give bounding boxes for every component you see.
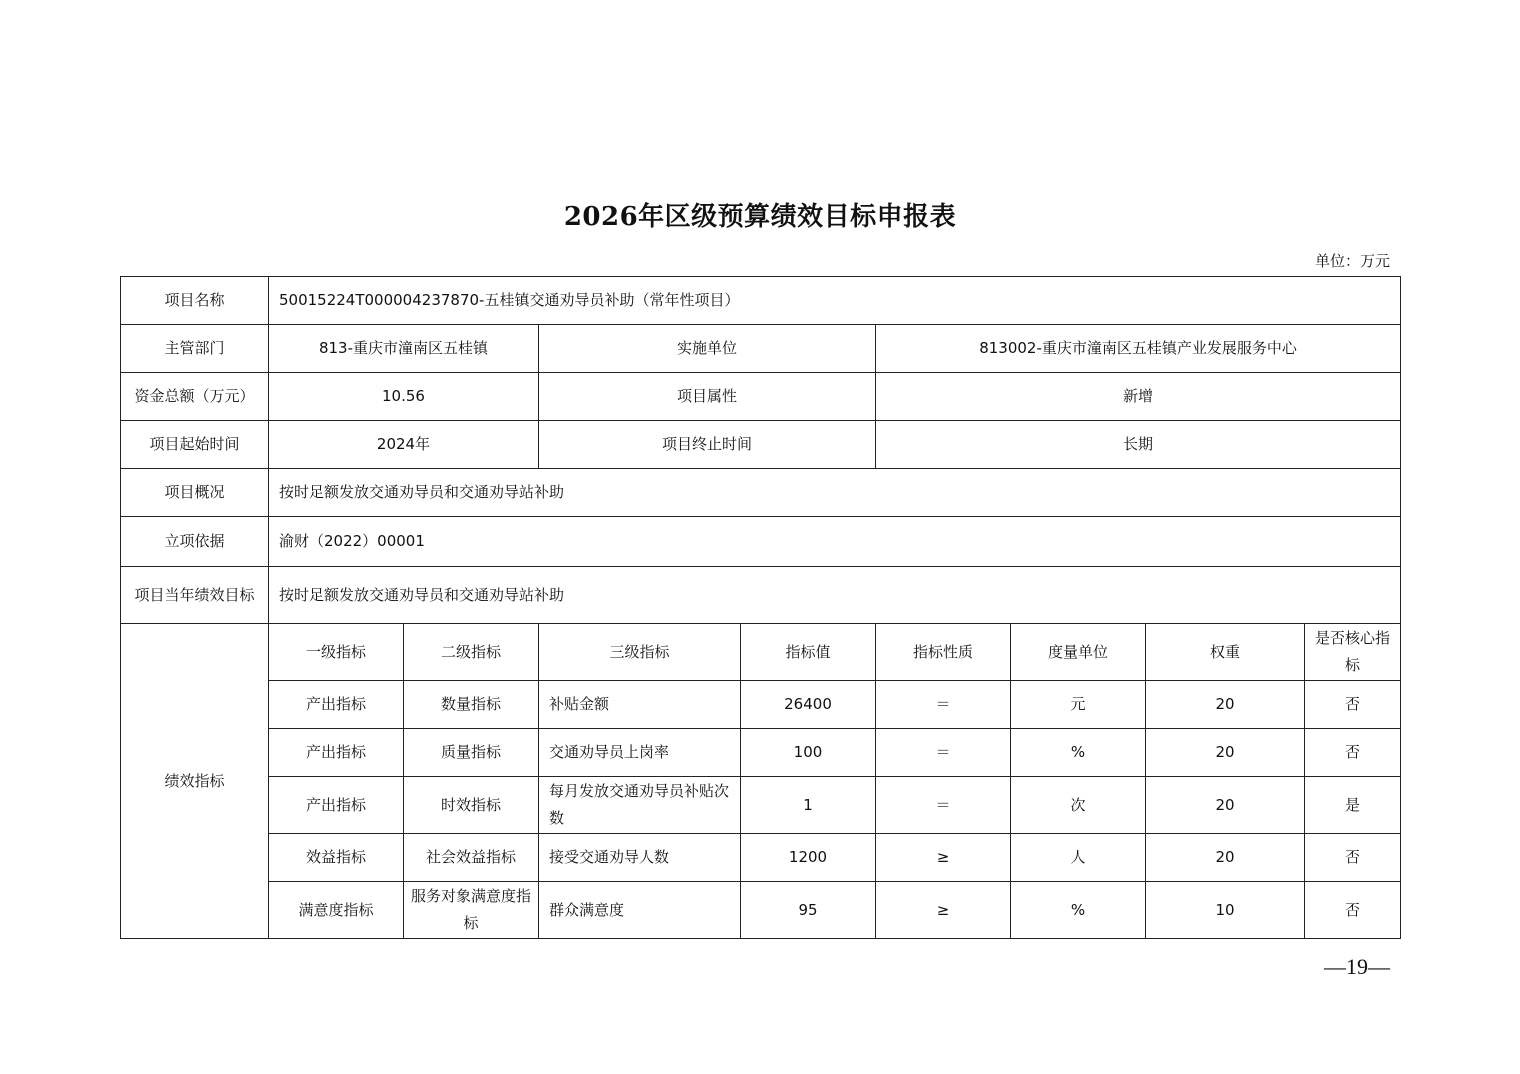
indicator-weight: 20: [1146, 777, 1305, 834]
header-nature: 指标性质: [876, 624, 1011, 681]
row-time: [121, 421, 1401, 469]
indicator-row: [121, 681, 1401, 729]
project-name-value: 50015224T000004237870-五桂镇交通劝导员补助（常年性项目）: [269, 277, 1401, 325]
indicator-core: 否: [1305, 882, 1401, 939]
header-level2: 二级指标: [404, 624, 539, 681]
project-attr-label: 项目属性: [539, 373, 876, 421]
row-department: [121, 325, 1401, 373]
overview-label: 项目概况: [121, 469, 269, 517]
header-unit: 度量单位: [1011, 624, 1146, 681]
goal-value: 按时足额发放交通劝导员和交通劝导站补助: [269, 567, 1401, 624]
indicator-level3: 接受交通劝导人数: [539, 834, 741, 882]
indicator-weight: 20: [1146, 681, 1305, 729]
indicator-row: [121, 777, 1401, 834]
start-time-label: 项目起始时间: [121, 421, 269, 469]
indicator-row: [121, 882, 1401, 939]
row-overview: [121, 469, 1401, 517]
page-number: —19—: [1324, 954, 1390, 979]
indicator-weight: 10: [1146, 882, 1305, 939]
indicator-header-row: [121, 624, 1401, 681]
project-name-label: 项目名称: [121, 277, 269, 325]
indicator-level2: 社会效益指标: [404, 834, 539, 882]
indicator-nature: ≥: [876, 882, 1011, 939]
impl-unit-label: 实施单位: [539, 325, 876, 373]
end-time-label: 项目终止时间: [539, 421, 876, 469]
indicator-value: 1200: [741, 834, 876, 882]
indicator-unit: 元: [1011, 681, 1146, 729]
indicator-core: 否: [1305, 729, 1401, 777]
indicator-level3: 交通劝导员上岗率: [539, 729, 741, 777]
indicator-weight: 20: [1146, 834, 1305, 882]
dept-label: 主管部门: [121, 325, 269, 373]
indicator-row: [121, 729, 1401, 777]
header-level3: 三级指标: [539, 624, 741, 681]
funds-label: 资金总额（万元）: [121, 373, 269, 421]
basis-value: 渝财（2022）00001: [269, 517, 1401, 567]
unit-label: 单位：万元: [1314, 252, 1390, 270]
indicator-level2: 时效指标: [404, 777, 539, 834]
indicator-level1: 产出指标: [269, 681, 404, 729]
indicator-nature: ＝: [876, 681, 1011, 729]
indicator-unit: 人: [1011, 834, 1146, 882]
indicator-core: 否: [1305, 834, 1401, 882]
indicator-level1: 产出指标: [269, 729, 404, 777]
indicator-level1: 效益指标: [269, 834, 404, 882]
header-value: 指标值: [741, 624, 876, 681]
header-core: 是否核心指标: [1305, 624, 1401, 681]
indicator-unit: 次: [1011, 777, 1146, 834]
indicator-core: 否: [1305, 681, 1401, 729]
indicator-unit: %: [1011, 729, 1146, 777]
indicator-nature: ＝: [876, 777, 1011, 834]
row-basis: [121, 517, 1401, 567]
document-title: 2026年区级预算绩效目标申报表: [563, 202, 957, 232]
indicator-nature: ≥: [876, 834, 1011, 882]
indicator-value: 26400: [741, 681, 876, 729]
indicator-core: 是: [1305, 777, 1401, 834]
indicator-weight: 20: [1146, 729, 1305, 777]
impl-unit-value: 813002-重庆市潼南区五桂镇产业发展服务中心: [876, 325, 1401, 373]
header-weight: 权重: [1146, 624, 1305, 681]
row-goal: [121, 567, 1401, 624]
indicator-level3: 群众满意度: [539, 882, 741, 939]
dept-value: 813-重庆市潼南区五桂镇: [269, 325, 539, 373]
goal-label: 项目当年绩效目标: [121, 567, 269, 624]
header-level1: 一级指标: [269, 624, 404, 681]
indicator-value: 95: [741, 882, 876, 939]
row-funds: [121, 373, 1401, 421]
performance-target-table: [120, 276, 1401, 939]
indicator-value: 1: [741, 777, 876, 834]
indicators-label: 绩效指标: [121, 624, 269, 939]
project-attr-value: 新增: [876, 373, 1401, 421]
indicator-level2: 服务对象满意度指标: [404, 882, 539, 939]
indicator-nature: ＝: [876, 729, 1011, 777]
overview-value: 按时足额发放交通劝导员和交通劝导站补助: [269, 469, 1401, 517]
indicator-level1: 满意度指标: [269, 882, 404, 939]
indicator-level2: 质量指标: [404, 729, 539, 777]
basis-label: 立项依据: [121, 517, 269, 567]
funds-value: 10.56: [269, 373, 539, 421]
row-project-name: [121, 277, 1401, 325]
indicator-level1: 产出指标: [269, 777, 404, 834]
start-time-value: 2024年: [269, 421, 539, 469]
indicator-level2: 数量指标: [404, 681, 539, 729]
indicator-level3: 补贴金额: [539, 681, 741, 729]
indicator-value: 100: [741, 729, 876, 777]
end-time-value: 长期: [876, 421, 1401, 469]
indicator-row: [121, 834, 1401, 882]
indicator-unit: %: [1011, 882, 1146, 939]
indicator-level3: 每月发放交通劝导员补贴次数: [539, 777, 741, 834]
